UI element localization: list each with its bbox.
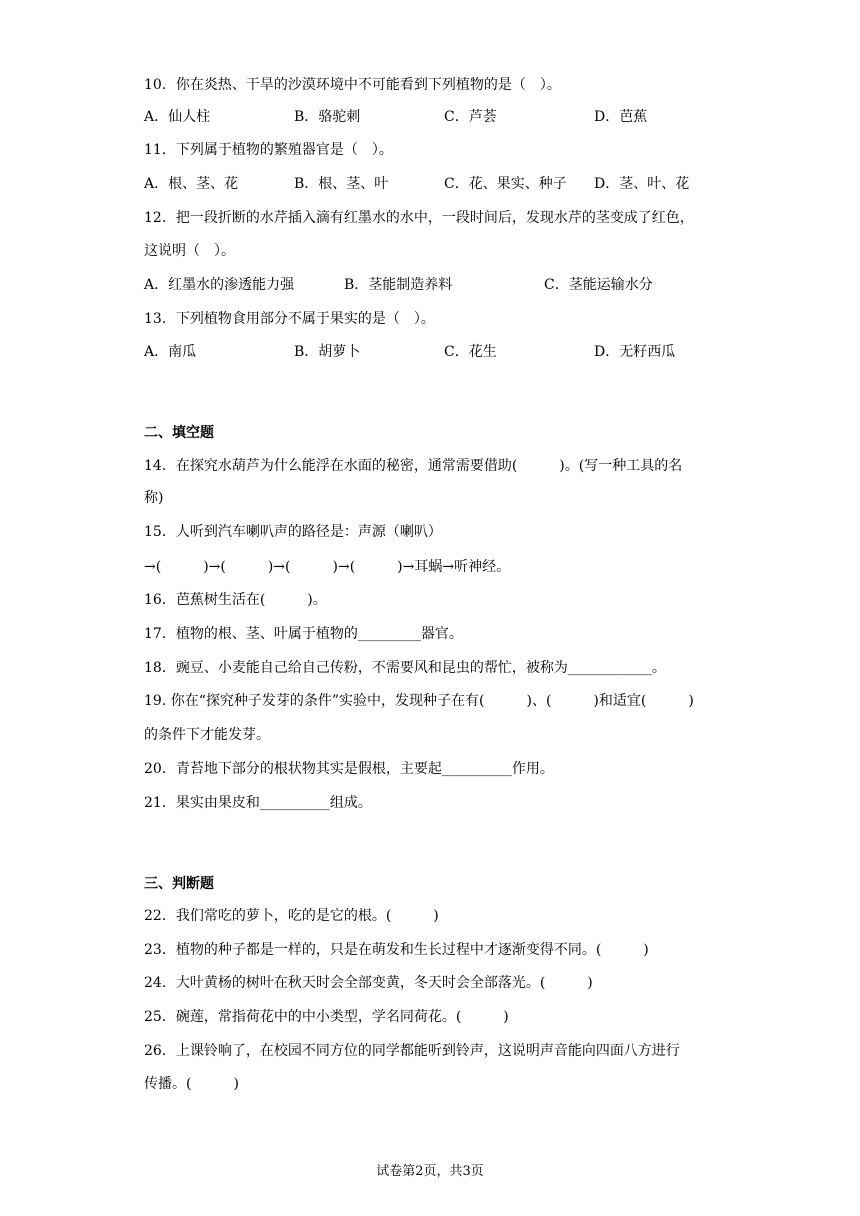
q13-option-a: A．南瓜 (144, 344, 197, 360)
question-19-line2: 的条件下才能发芽。 (144, 727, 270, 743)
question-26-line1: 26．上课铃响了，在校园不同方位的同学都能听到铃声，这说明声音能向四面八方进行 (144, 1043, 680, 1059)
q10-option-a: A．仙人柱 (144, 109, 211, 125)
q13-option-d: D．无籽西瓜 (594, 344, 676, 360)
question-10-stem: 10．你在炎热、干旱的沙漠环境中不可能看到下列植物的是（ ）。 (144, 77, 561, 93)
q12-option-c: C．茎能运输水分 (544, 277, 653, 293)
question-13-stem: 13．下列植物食用部分不属于果实的是（ ）。 (144, 311, 435, 327)
question-11-stem: 11．下列属于植物的繁殖器官是（ ）。 (144, 142, 393, 158)
question-14-line1: 14．在探究水葫芦为什么能浮在水面的秘密，通常需要借助( )。(写一种工具的名 (144, 458, 683, 474)
q11-option-c: C．花、果实、种子 (444, 176, 567, 192)
question-23: 23．植物的种子都是一样的，只是在萌发和生长过程中才逐渐变得不同。( ) (144, 942, 649, 958)
question-22: 22．我们常吃的萝卜，吃的是它的根。( ) (144, 908, 439, 924)
question-14-line2: 称) (144, 490, 164, 506)
question-20: 20．青苔地下部分的根状物其实是假根，主要起__________作用。 (144, 761, 554, 777)
question-24: 24．大叶黄杨的树叶在秋天时会全部变黄，冬天时会全部落光。( ) (144, 975, 593, 991)
question-18: 18．豌豆、小麦能自己给自己传粉，不需要风和昆虫的帮忙，被称为____________。 (144, 660, 666, 676)
question-17: 17．植物的根、茎、叶属于植物的_________器官。 (144, 626, 463, 642)
question-16: 16．芭蕉树生活在( )。 (144, 592, 327, 608)
question-26-line2: 传播。( ) (144, 1076, 239, 1092)
question-15-line1: 15．人听到汽车喇叭声的路径是：声源（喇叭） (144, 524, 442, 540)
q11-option-b: B．根、茎、叶 (294, 176, 389, 192)
q10-option-b: B．骆驼刺 (294, 109, 361, 125)
question-12-stem-line2: 这说明（ ）。 (144, 243, 235, 259)
q13-option-c: C．花生 (444, 344, 497, 360)
page-footer: 试卷第2页，共3页 (376, 1164, 484, 1179)
q12-option-a: A．红墨水的渗透能力强 (144, 277, 295, 293)
q13-option-b: B．胡萝卜 (294, 344, 361, 360)
q10-option-d: D．芭蕉 (594, 109, 648, 125)
q10-option-c: C．芦荟 (444, 109, 497, 125)
question-25: 25．碗莲，常指荷花中的中小类型，学名同荷花。( ) (144, 1009, 509, 1025)
q11-option-d: D．茎、叶、花 (594, 176, 690, 192)
question-21: 21．果实由果皮和__________组成。 (144, 795, 372, 811)
question-19-line1: 19. 你在“探究种子发芽的条件”实验中，发现种子在有( )、( )和适宜( ) (144, 693, 694, 709)
question-12-stem-line1: 12．把一段折断的水芹插入滴有红墨水的水中，一段时间后，发现水芹的茎变成了红色， (144, 210, 694, 226)
section-fill-in-heading: 二、填空题 (144, 425, 214, 441)
q12-option-b: B．茎能制造养料 (344, 277, 453, 293)
section-judgment-heading: 三、判断题 (144, 876, 214, 892)
question-15-line2: →( )→( )→( )→( )→耳蜗→听神经。 (144, 559, 511, 575)
q11-option-a: A．根、茎、花 (144, 176, 239, 192)
